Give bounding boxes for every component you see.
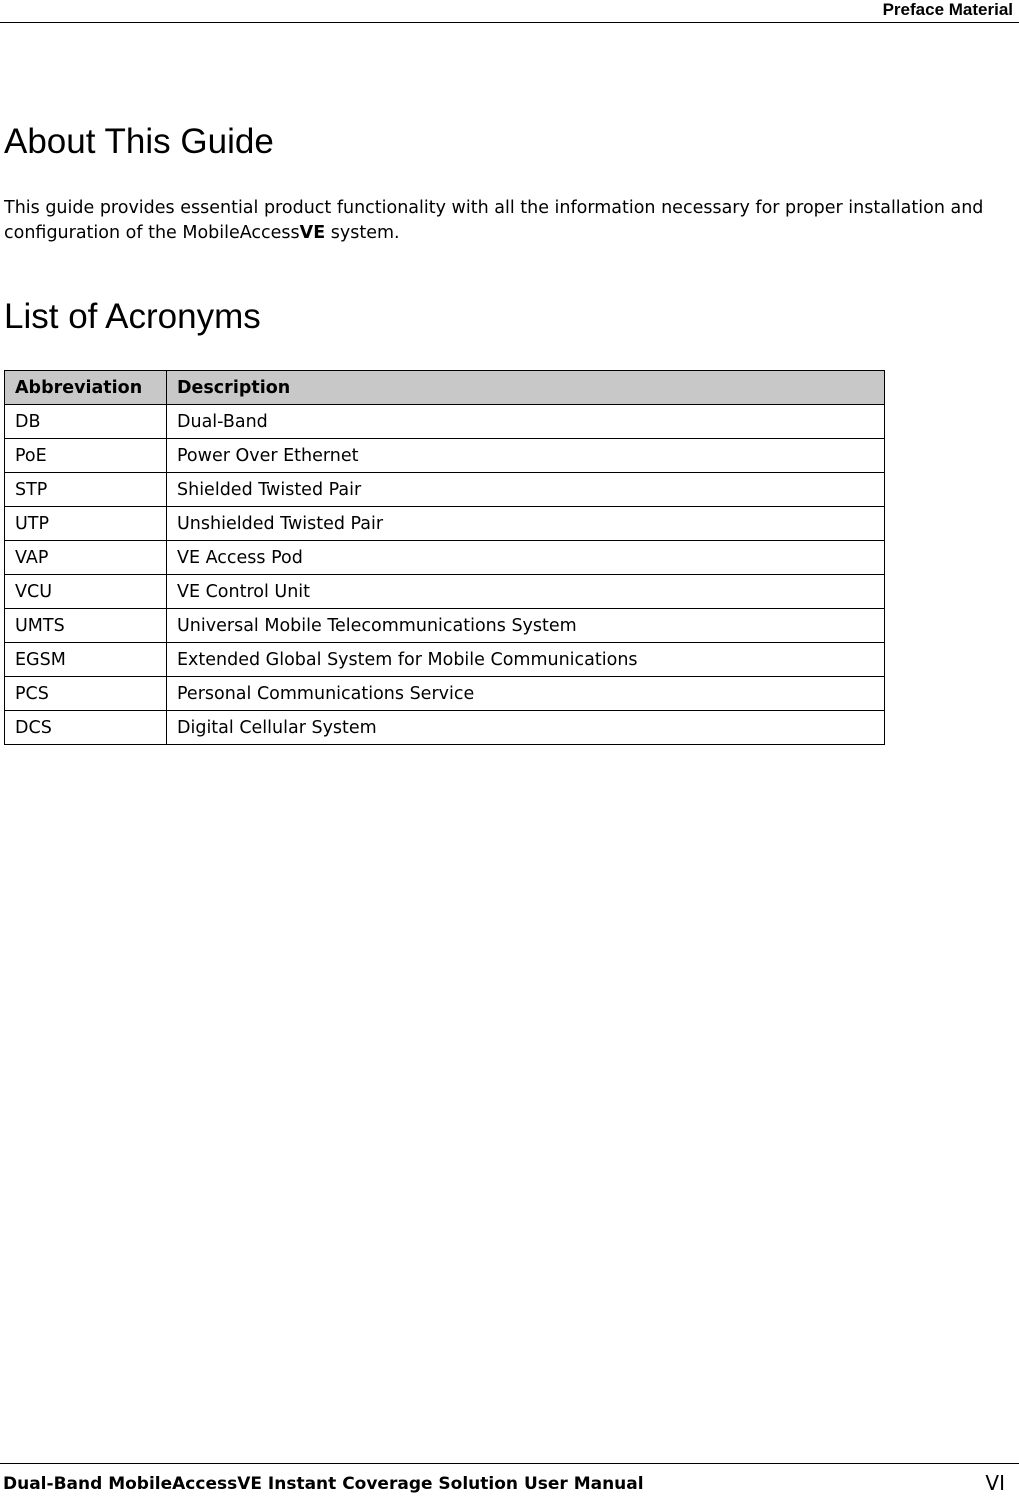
description-cell: Universal Mobile Telecommunications System <box>167 609 885 643</box>
column-header-description: Description <box>167 371 885 405</box>
description-cell: Personal Communications Service <box>167 677 885 711</box>
about-text-end: system. <box>325 223 400 243</box>
table-row <box>5 643 885 677</box>
table-row <box>5 711 885 745</box>
column-header-abbreviation: Abbreviation <box>5 371 167 405</box>
description-cell: Digital Cellular System <box>167 711 885 745</box>
about-heading: About This Guide <box>4 122 274 161</box>
abbreviation-cell: VAP <box>5 541 167 575</box>
page-footer <box>0 1463 1019 1496</box>
description-cell: Power Over Ethernet <box>167 439 885 473</box>
abbreviation-cell: PCS <box>5 677 167 711</box>
acronyms-table <box>4 370 885 745</box>
abbreviation-cell: UMTS <box>5 609 167 643</box>
table-row <box>5 609 885 643</box>
footer-title: Dual-Band MobileAccessVE Instant Coverage Solution User Manual <box>3 1474 644 1494</box>
acronyms-heading: List of Acronyms <box>4 297 261 336</box>
abbreviation-cell: VCU <box>5 575 167 609</box>
page-number: VI <box>985 1471 1005 1495</box>
about-paragraph <box>4 196 1004 246</box>
table-row <box>5 541 885 575</box>
abbreviation-cell: PoE <box>5 439 167 473</box>
about-text-bold: VE <box>299 223 326 243</box>
description-cell: Unshielded Twisted Pair <box>167 507 885 541</box>
abbreviation-cell: UTP <box>5 507 167 541</box>
table-row <box>5 575 885 609</box>
abbreviation-cell: DCS <box>5 711 167 745</box>
page-header <box>0 0 1019 23</box>
abbreviation-cell: DB <box>5 405 167 439</box>
description-cell: VE Access Pod <box>167 541 885 575</box>
table-row <box>5 473 885 507</box>
description-cell: Shielded Twisted Pair <box>167 473 885 507</box>
description-cell: Dual-Band <box>167 405 885 439</box>
abbreviation-cell: STP <box>5 473 167 507</box>
header-title: Preface Material <box>882 0 1013 19</box>
table-row <box>5 507 885 541</box>
description-cell: Extended Global System for Mobile Communications <box>167 643 885 677</box>
table-row <box>5 405 885 439</box>
about-text-start: This guide provides essential product functionality with all the information necessary for proper installation and configuration of the MobileAccess <box>4 198 984 243</box>
table-header-row <box>5 371 885 405</box>
table-row <box>5 439 885 473</box>
abbreviation-cell: EGSM <box>5 643 167 677</box>
description-cell: VE Control Unit <box>167 575 885 609</box>
table-row <box>5 677 885 711</box>
